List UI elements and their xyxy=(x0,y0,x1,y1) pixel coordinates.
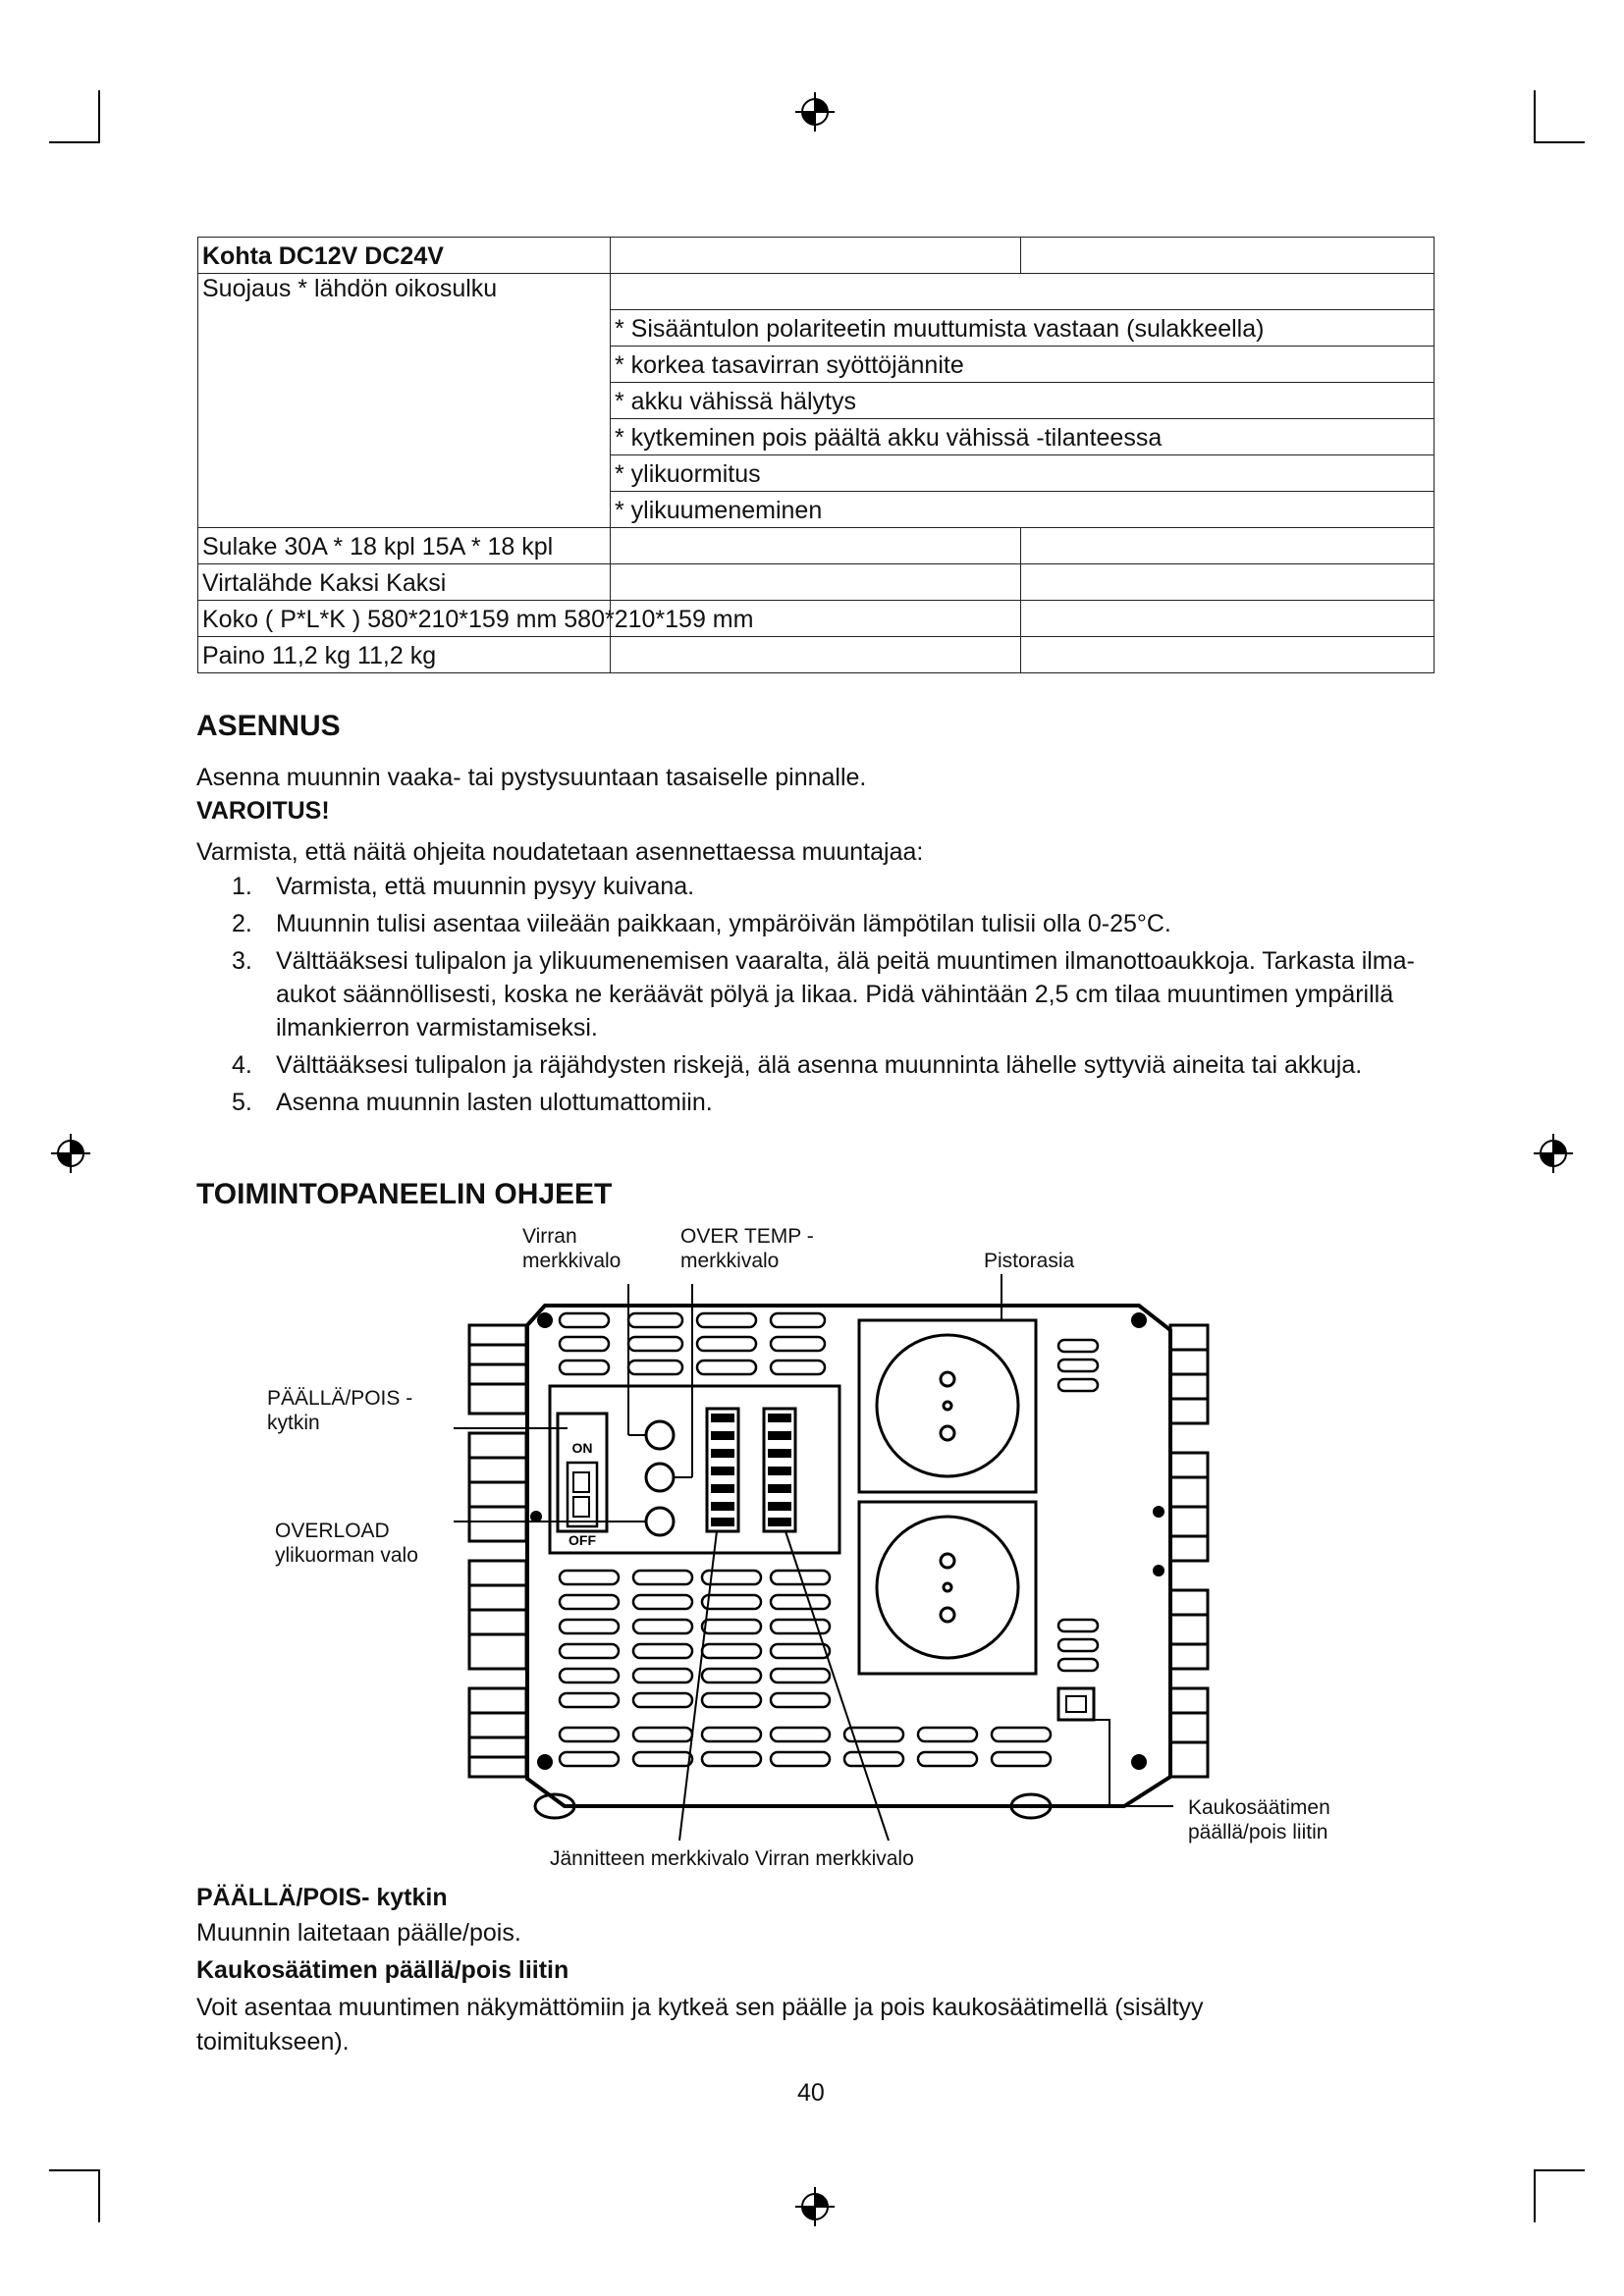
right-fins xyxy=(1170,1325,1208,1777)
list-item: 3. Välttääksesi tulipalon ja ylikuumenemisen vaaralta, älä peitä muuntimen ilmanottoaukkoja. Tarkasta ilma-aukot säännöllisesti, koska ne keräävät pölyä ja likaa. Pidä vähintään 2,5 cm tilaa muuntimen ympärillä ilmankierron varmistamiseksi. xyxy=(232,947,1415,1041)
switch-section-text: Muunnin laitetaan päälle/pois. xyxy=(196,1919,521,1947)
table-cell: * ylikuormitus xyxy=(611,455,1435,492)
table-cell: * korkea tasavirran syöttöjännite xyxy=(611,347,1435,383)
overtemp-led xyxy=(646,1464,674,1491)
label-virran-merkkivalo: Virran merkkivalo xyxy=(522,1225,622,1272)
remote-section-text-1: Voit asentaa muuntimen näkymättömiin ja kytkeä sen päälle ja pois kaukosäätimellä (sisältyy xyxy=(196,1994,1204,2021)
overload-led xyxy=(646,1508,674,1535)
table-cell: * ylikuumeneminen xyxy=(611,492,1435,528)
remote-section-text-2: toimitukseen). xyxy=(196,2028,350,2056)
label-overload: OVERLOAD ylikuorman valo xyxy=(275,1520,418,1567)
warning-label: VAROITUS! xyxy=(196,797,330,825)
screws xyxy=(530,1312,1164,1770)
list-item: 1. Varmista, että muunnin pysyy kuivana. xyxy=(232,873,695,900)
panel-body xyxy=(527,1306,1170,1806)
table-cell: Sulake 30A * 18 kpl 15A * 18 kpl xyxy=(198,528,611,564)
asennus-intro: Asenna muunnin vaaka- tai pystysuuntaan tasaiselle pinnalle. xyxy=(196,764,867,791)
label-remote-connector: Kaukosäätimen päällä/pois liitin xyxy=(1188,1796,1330,1843)
label-over-temp: OVER TEMP - merkkivalo xyxy=(680,1225,814,1272)
section-heading-toimintopaneeli: TOIMINTOPANEELIN OHJEET xyxy=(196,1178,613,1210)
outlet-top xyxy=(859,1320,1036,1492)
page-number: 40 xyxy=(797,2079,825,2107)
list-item: 5. Asenna muunnin lasten ulottumattomiin. xyxy=(232,1089,713,1116)
power-led xyxy=(646,1421,674,1449)
switch-off-text: OFF xyxy=(568,1532,596,1548)
label-pistorasia: Pistorasia xyxy=(984,1250,1075,1272)
list-item: 4. Välttääksesi tulipalon ja räjähdysten riskejä, älä asenna muunninta lähelle syttyviä aineita tai akkuja. xyxy=(232,1051,1363,1079)
switch-section-heading: PÄÄLLÄ/POIS- kytkin xyxy=(196,1884,448,1911)
table-cell: * Sisääntulon polariteetin muuttumista vastaan (sulakkeella) xyxy=(611,310,1435,347)
section-heading-asennus: ASENNUS xyxy=(196,710,341,742)
table-cell: Paino 11,2 kg 11,2 kg xyxy=(198,637,611,673)
remote-section-heading: Kaukosäätimen päällä/pois liitin xyxy=(196,1956,569,1984)
table-cell: Koko ( P*L*K ) 580*210*159 mm 580*210*159 mm xyxy=(198,601,611,637)
table-cell: * kytkeminen pois päältä akku vähissä -tilanteessa xyxy=(611,419,1435,455)
switch-on-text: ON xyxy=(571,1440,593,1456)
outlet-bottom xyxy=(859,1502,1036,1674)
remote-connector xyxy=(1058,1688,1094,1720)
table-cell: Suojaus * lähdön oikosulku xyxy=(198,274,611,528)
table-cell: Virtalähde Kaksi Kaksi xyxy=(198,564,611,601)
table-cell: Kohta DC12V DC24V xyxy=(198,238,611,274)
label-bottom-indicators: Jännitteen merkkivalo Virran merkkivalo xyxy=(550,1847,914,1870)
label-paalla-pois: PÄÄLLÄ/POIS - kytkin xyxy=(267,1387,413,1434)
warning-text: Varmista, että näitä ohjeita noudatetaan asennettaessa muuntajaa: xyxy=(196,838,924,866)
list-item: 2. Muunnin tulisi asentaa viileään paikkaan, ympäröivän lämpötilan tulisii olla 0-25°C. xyxy=(232,910,1171,937)
table-cell: * akku vähissä hälytys xyxy=(611,383,1435,419)
left-fins xyxy=(469,1325,526,1777)
bottom-vents xyxy=(560,1571,1051,1766)
